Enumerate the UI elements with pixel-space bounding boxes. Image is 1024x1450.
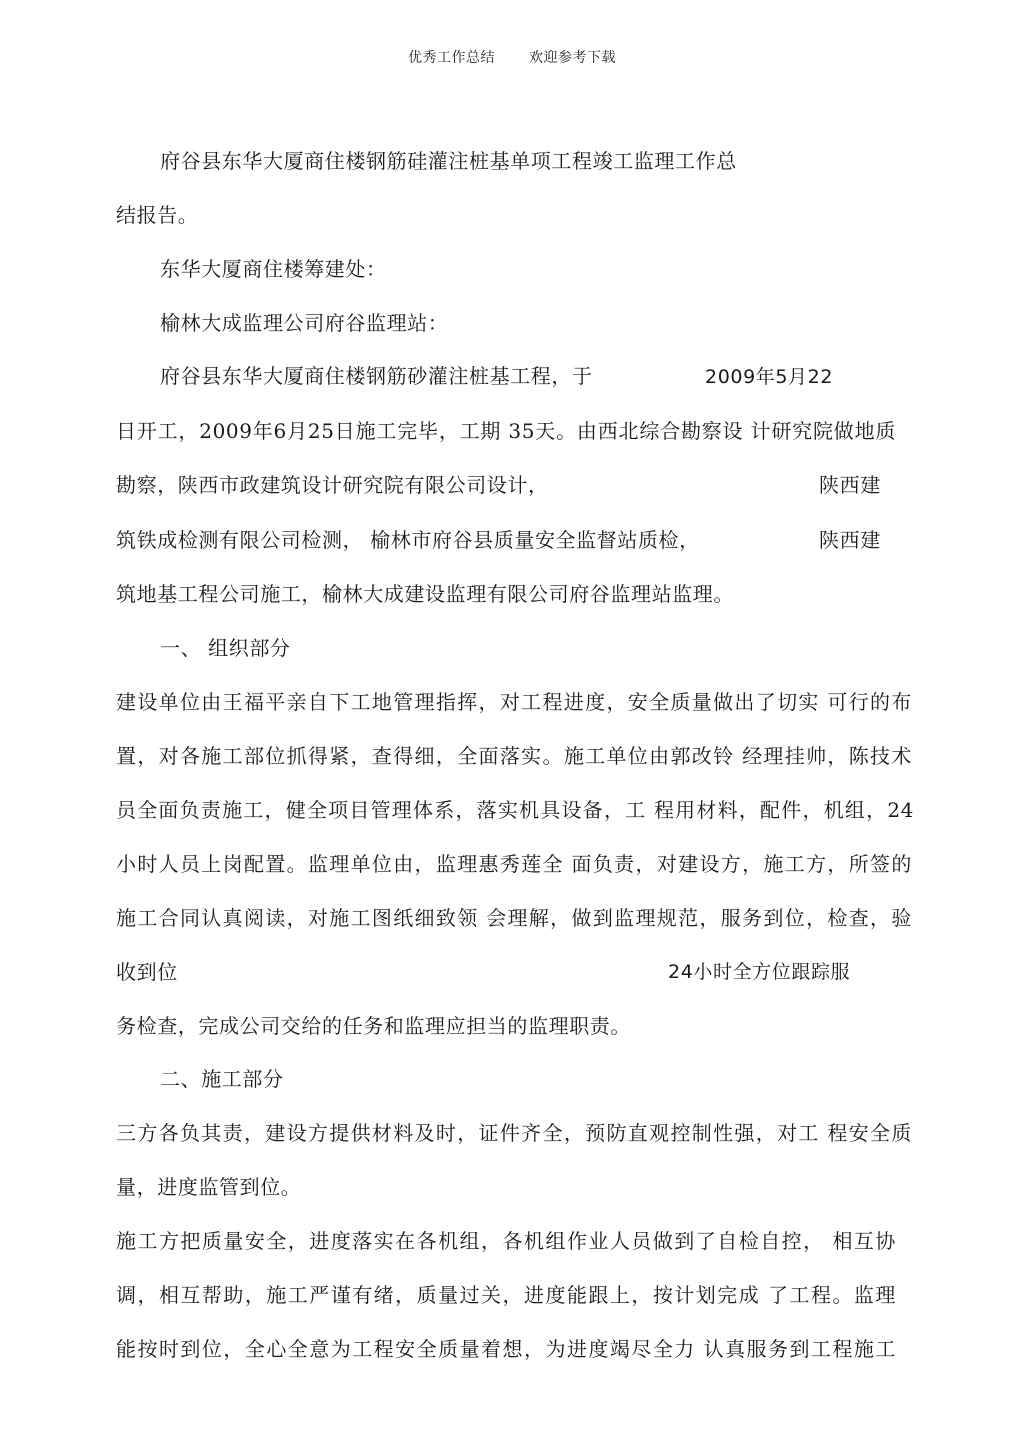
title-line-2: 结报告。 bbox=[116, 203, 199, 227]
section-1-line-2: 置，对各施工部位抓得紧，查得细，全面落实。施工单位由郭改铃 经理挂帅，陈技术 bbox=[116, 744, 912, 768]
section-1-line-6a: 收到位 bbox=[116, 960, 178, 984]
page-header bbox=[0, 47, 1024, 67]
section-1-line-6b: 24小时全方位跟踪服 bbox=[668, 961, 851, 983]
header-right-text: 欢迎参考下载 bbox=[529, 50, 616, 66]
section-1-line-5: 施工合同认真阅读，对施工图纸细致领 会理解，做到监理规范，服务到位，检查，验 bbox=[116, 906, 912, 930]
section-1-heading: 一、 组织部分 bbox=[160, 636, 291, 660]
section-2-line-5: 能按时到位，全心全意为工程安全质量着想，为进度竭尽全力 认真服务到工程施工 bbox=[116, 1337, 896, 1361]
paragraph-1-line-1a: 府谷县东华大厦商住楼钢筋砂灌注桩基工程，于 bbox=[160, 364, 593, 388]
paragraph-1-line-2: 日开工，2009年6月25日施工完毕，工期 35天。由西北综合勘察设 计研究院做地质 bbox=[116, 419, 896, 443]
section-2-line-2: 量，进度监管到位。 bbox=[116, 1175, 302, 1199]
section-1-line-1: 建设单位由王福平亲自下工地管理指挥，对工程进度，安全质量做出了切实 可行的布 bbox=[116, 690, 912, 714]
section-2-line-4: 调，相互帮助，施工严谨有绪，质量过关，进度能跟上，按计划完成 了工程。监理 bbox=[116, 1283, 896, 1307]
paragraph-1-line-4b: 陕西建 bbox=[819, 528, 881, 552]
header-left-text: 优秀工作总结 bbox=[408, 50, 495, 66]
paragraph-1-line-1b: 2009年5月22 bbox=[705, 366, 834, 388]
section-2-line-1: 三方各负其责，建设方提供材料及时，证件齐全，预防直观控制性强，对工 程安全质 bbox=[116, 1121, 912, 1145]
section-2-heading: 二、施工部分 bbox=[160, 1067, 284, 1091]
addressee-1: 东华大厦商住楼筹建处： bbox=[160, 257, 387, 281]
title-line-1: 府谷县东华大厦商住楼钢筋硅灌注桩基单项工程竣工监理工作总 bbox=[160, 149, 737, 173]
section-1-line-4: 小时人员上岗配置。监理单位由，监理惠秀莲全 面负责，对建设方，施工方，所签的 bbox=[116, 852, 912, 876]
paragraph-1-line-5: 筑地基工程公司施工，榆林大成建设监理有限公司府谷监理站监理。 bbox=[116, 582, 734, 606]
addressee-2: 榆林大成监理公司府谷监理站： bbox=[160, 311, 449, 335]
paragraph-1-line-3b: 陕西建 bbox=[819, 473, 881, 497]
section-1-line-7: 务检查，完成公司交给的任务和监理应担当的监理职责。 bbox=[116, 1014, 631, 1038]
paragraph-1-line-4a: 筑铁成检测有限公司检测， 榆林市府谷县质量安全监督站质检， bbox=[116, 528, 700, 552]
section-1-line-3: 员全面负责施工，健全项目管理体系，落实机具设备，工 程用材料，配件，机组，24 bbox=[116, 798, 914, 822]
paragraph-1-line-3a: 勘察，陕西市政建筑设计研究院有限公司设计， bbox=[116, 473, 549, 497]
section-2-line-3: 施工方把质量安全，进度落实在各机组，各机组作业人员做到了自检自控， 相互协 bbox=[116, 1229, 896, 1253]
